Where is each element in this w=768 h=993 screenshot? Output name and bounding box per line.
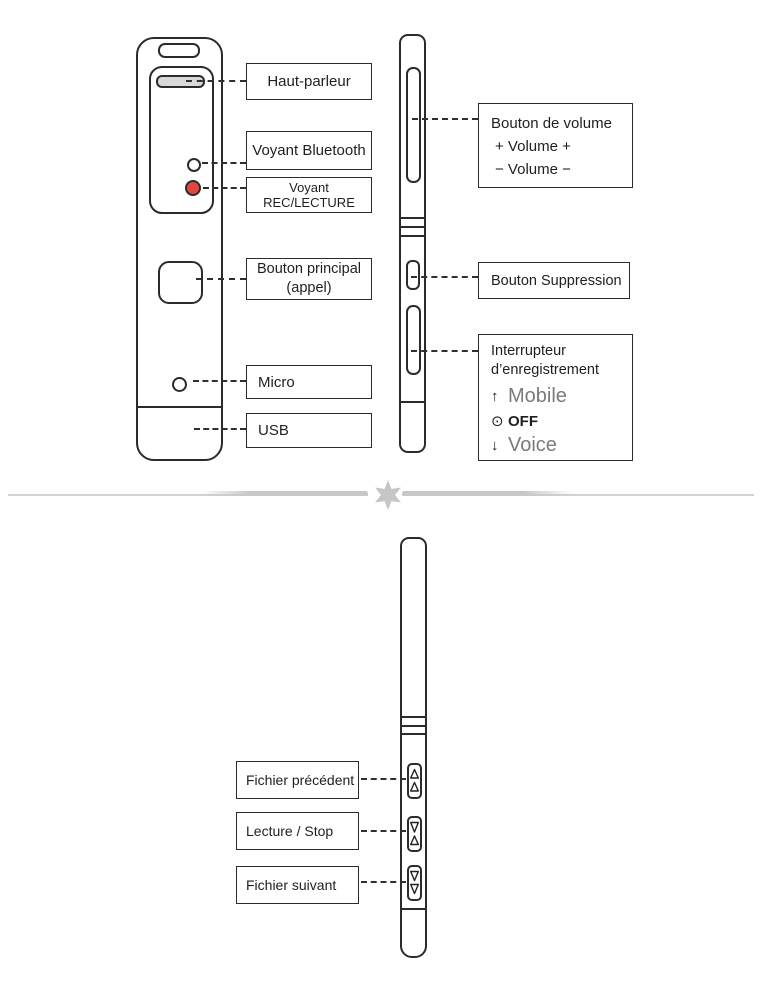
lanyard-slot xyxy=(158,43,200,58)
play-stop-button xyxy=(407,816,422,852)
label-bluetooth-text: Voyant Bluetooth xyxy=(252,142,366,159)
playback-side-view-device xyxy=(400,537,427,958)
usb-cap-seam xyxy=(400,401,425,403)
connector-main-button xyxy=(196,278,246,280)
label-usb-text: USB xyxy=(258,422,289,439)
connector-record-switch xyxy=(411,350,478,352)
connector-next-file xyxy=(361,881,406,883)
label-rec-text: Voyant REC/LECTURE xyxy=(263,180,355,210)
connector-speaker xyxy=(186,80,246,82)
label-bluetooth xyxy=(246,131,372,170)
switch-off-label: OFF xyxy=(508,412,538,430)
volume-rocker xyxy=(406,67,421,183)
label-delete xyxy=(478,262,630,299)
switch-mobile-label: Mobile xyxy=(508,385,567,407)
label-volume-plus: + Volume + xyxy=(495,138,571,155)
label-switch-title-line2: d’enregistrement xyxy=(491,362,599,378)
label-previous-file xyxy=(236,761,359,799)
front-panel xyxy=(149,66,214,214)
label-main-button-text xyxy=(257,260,361,298)
label-speaker xyxy=(246,63,372,100)
connector-mic xyxy=(193,380,246,382)
label-mic-text: Micro xyxy=(258,373,295,391)
double-down-triangles-icon xyxy=(410,870,419,896)
up-arrow-icon: ↑ xyxy=(491,388,499,405)
label-main-button xyxy=(246,258,372,300)
label-record-switch xyxy=(478,334,633,461)
label-volume-title: Bouton de volume xyxy=(491,115,612,132)
label-usb xyxy=(246,413,372,448)
connector-rec xyxy=(203,187,246,189)
previous-file-button xyxy=(407,763,422,799)
connector-usb xyxy=(194,428,246,430)
label-switch-title-line1: Interrupteur xyxy=(491,343,566,359)
band-line xyxy=(400,226,425,228)
connector-previous-file xyxy=(361,778,406,780)
label-play-stop-text: Lecture / Stop xyxy=(246,823,334,839)
circled-dot-icon: ⊙ xyxy=(491,413,504,430)
bluetooth-led xyxy=(187,158,201,172)
connector-play-stop xyxy=(361,830,406,832)
band-line xyxy=(401,733,426,735)
label-next-file-text: Fichier suivant xyxy=(246,877,337,893)
switch-position-voice xyxy=(491,433,632,458)
rec-play-led xyxy=(185,180,201,196)
divider-line-left xyxy=(200,491,368,496)
label-play-stop xyxy=(236,812,359,850)
usb-cap-seam xyxy=(137,406,222,408)
label-main-button-line2: (appel) xyxy=(286,280,332,296)
label-delete-text: Bouton Suppression xyxy=(491,272,622,289)
label-previous-file-text: Fichier précédent xyxy=(246,772,355,788)
star-icon xyxy=(372,479,404,511)
usb-cap-seam xyxy=(401,908,426,910)
band-line xyxy=(400,235,425,237)
play-stop-triangles-icon xyxy=(410,821,419,847)
switch-position-mobile xyxy=(491,384,632,409)
front-view-device xyxy=(136,37,223,461)
band-line xyxy=(401,725,426,727)
down-arrow-icon: ↓ xyxy=(491,437,499,454)
label-next-file xyxy=(236,866,359,904)
switch-voice-label: Voice xyxy=(508,434,557,456)
microphone-hole xyxy=(172,377,187,392)
side-view-device xyxy=(399,34,426,453)
label-rec xyxy=(246,177,372,213)
switch-position-off xyxy=(491,409,632,433)
connector-bluetooth xyxy=(202,162,246,164)
delete-button-slot xyxy=(406,260,420,290)
label-volume-minus: − Volume − xyxy=(495,161,571,178)
label-main-button-line1: Bouton principal xyxy=(257,261,361,277)
label-volume xyxy=(478,103,633,188)
record-switch-slot xyxy=(406,305,421,375)
divider-line-right xyxy=(402,491,574,496)
label-mic xyxy=(246,365,372,399)
next-file-button xyxy=(407,865,422,901)
connector-volume xyxy=(412,118,478,120)
connector-delete xyxy=(411,276,478,278)
double-up-triangles-icon xyxy=(410,768,419,794)
main-call-button xyxy=(158,261,203,304)
band-line xyxy=(401,716,426,718)
band-line xyxy=(400,217,425,219)
label-speaker-text: Haut-parleur xyxy=(267,73,351,90)
